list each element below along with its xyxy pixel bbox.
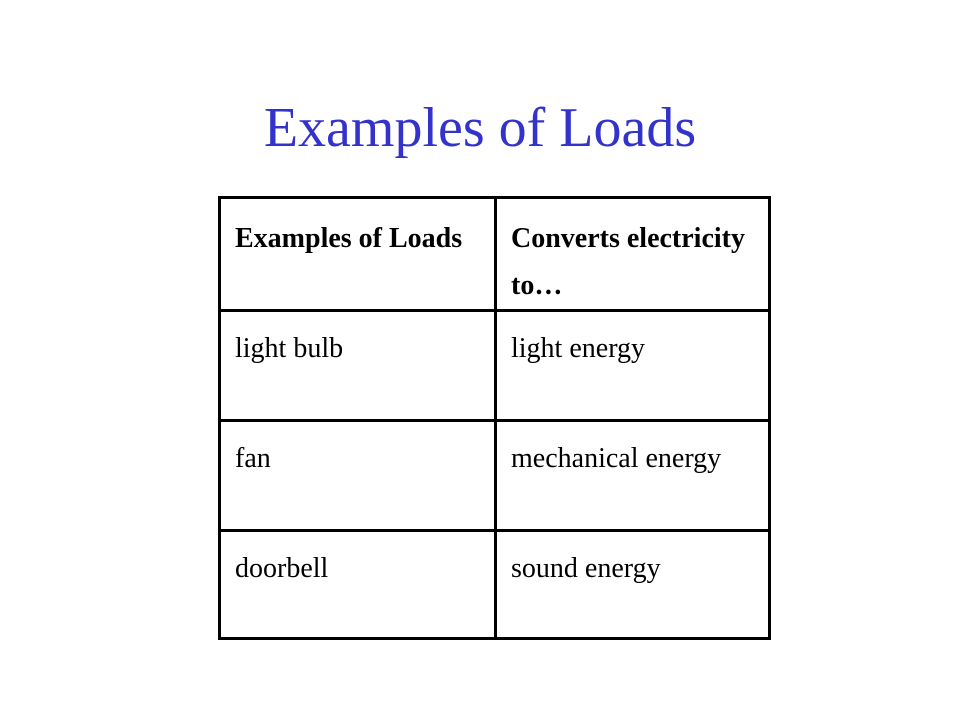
cell-energy: sound energy bbox=[496, 531, 770, 639]
cell-load: light bulb bbox=[220, 311, 496, 421]
cell-energy: mechanical energy bbox=[496, 421, 770, 531]
slide-title: Examples of Loads bbox=[263, 97, 697, 159]
cell-energy: light energy bbox=[496, 311, 770, 421]
cell-load: fan bbox=[220, 421, 496, 531]
loads-table bbox=[218, 196, 771, 640]
header-examples-of-loads: Examples of Loads bbox=[220, 198, 496, 311]
header-converts-electricity: Converts electricity to… bbox=[496, 198, 770, 311]
table-row bbox=[220, 531, 770, 639]
cell-load: doorbell bbox=[220, 531, 496, 639]
table-row bbox=[220, 421, 770, 531]
table-header-row bbox=[220, 198, 770, 311]
table-row bbox=[220, 311, 770, 421]
